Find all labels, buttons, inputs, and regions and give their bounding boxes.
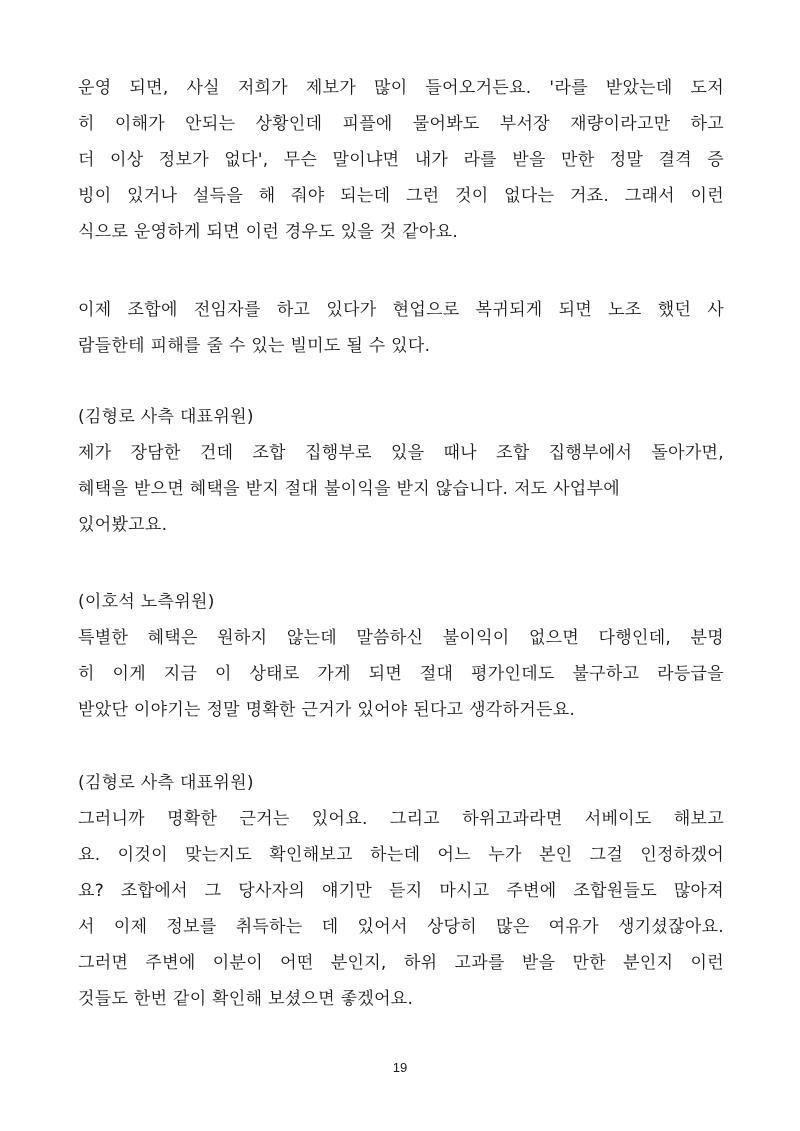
text-line: 받았단 이야기는 정말 명확한 근거가 있어야 된다고 생각하거든요. [78, 700, 576, 720]
text-line: 식으로 운영하게 되면 이런 경우도 있을 것 같아요. [78, 222, 459, 242]
text-line: 히 이해가 안되는 상황인데 피플에 물어봐도 부서장 재량이라고만 하고 [78, 114, 724, 134]
text-line: 제가 장담한 건데 조합 집행부로 있을 때나 조합 집행부에서 돌아가면, [78, 443, 724, 463]
text-line: 더 이상 정보가 없다', 무슨 말이냐면 내가 라를 받을 만한 정말 결격 증 [78, 150, 724, 170]
text-line: 서 이제 정보를 취득하는 데 있어서 상당히 많은 여유가 생기셨잖아요. [78, 917, 724, 937]
text-line: 이제 조합에 전임자를 하고 있다가 현업으로 복귀되게 되면 노조 했던 사 [78, 300, 724, 320]
paragraph-1 [78, 70, 724, 250]
text-line: 그러면 주변에 이분이 어떤 분인지, 하위 고과를 받을 만한 분인지 이런 [78, 953, 724, 973]
text-line: 빙이 있거나 설득을 해 줘야 되는데 그런 것이 없다는 거죠. 그래서 이런 [78, 186, 724, 206]
speaker-label: (김형로 사측 대표위원) [78, 407, 254, 427]
text-line: 것들도 한번 같이 확인해 보셨으면 좋겠어요. [78, 989, 414, 1009]
paragraph-4 [78, 584, 724, 728]
text-line: 혜택을 받으면 혜택을 받지 절대 불이익을 받지 않습니다. 저도 사업부에 [78, 479, 620, 499]
speaker-label: (이호석 노측위원) [78, 592, 215, 612]
text-line: 있어봤고요. [78, 515, 168, 535]
text-line: 특별한 혜택은 원하지 않는데 말씀하신 불이익이 없으면 다행인데, 분명 [78, 628, 724, 648]
paragraph-3 [78, 399, 724, 543]
text-line: 요? 조합에서 그 당사자의 얘기만 듣지 마시고 주변에 조합원들도 많아져 [78, 881, 724, 901]
paragraph-5 [78, 765, 724, 1017]
speaker-label: (김형로 사측 대표위원) [78, 773, 254, 793]
text-line: 그러니까 명확한 근거는 있어요. 그리고 하위고과라면 서베이도 해보고 [78, 809, 724, 829]
text-line: 운영 되면, 사실 저희가 제보가 많이 들어오거든요. '라를 받았는데 도저 [78, 78, 724, 98]
paragraph-2 [78, 292, 724, 364]
page-number: 19 [392, 1060, 408, 1075]
text-line: 람들한테 피해를 줄 수 있는 빌미도 될 수 있다. [78, 336, 431, 356]
text-line: 히 이게 지금 이 상태로 가게 되면 절대 평가인데도 불구하고 라등급을 [78, 664, 724, 684]
text-line: 요. 이것이 맞는지도 확인해보고 하는데 어느 누가 본인 그걸 인정하겠어 [78, 845, 724, 865]
